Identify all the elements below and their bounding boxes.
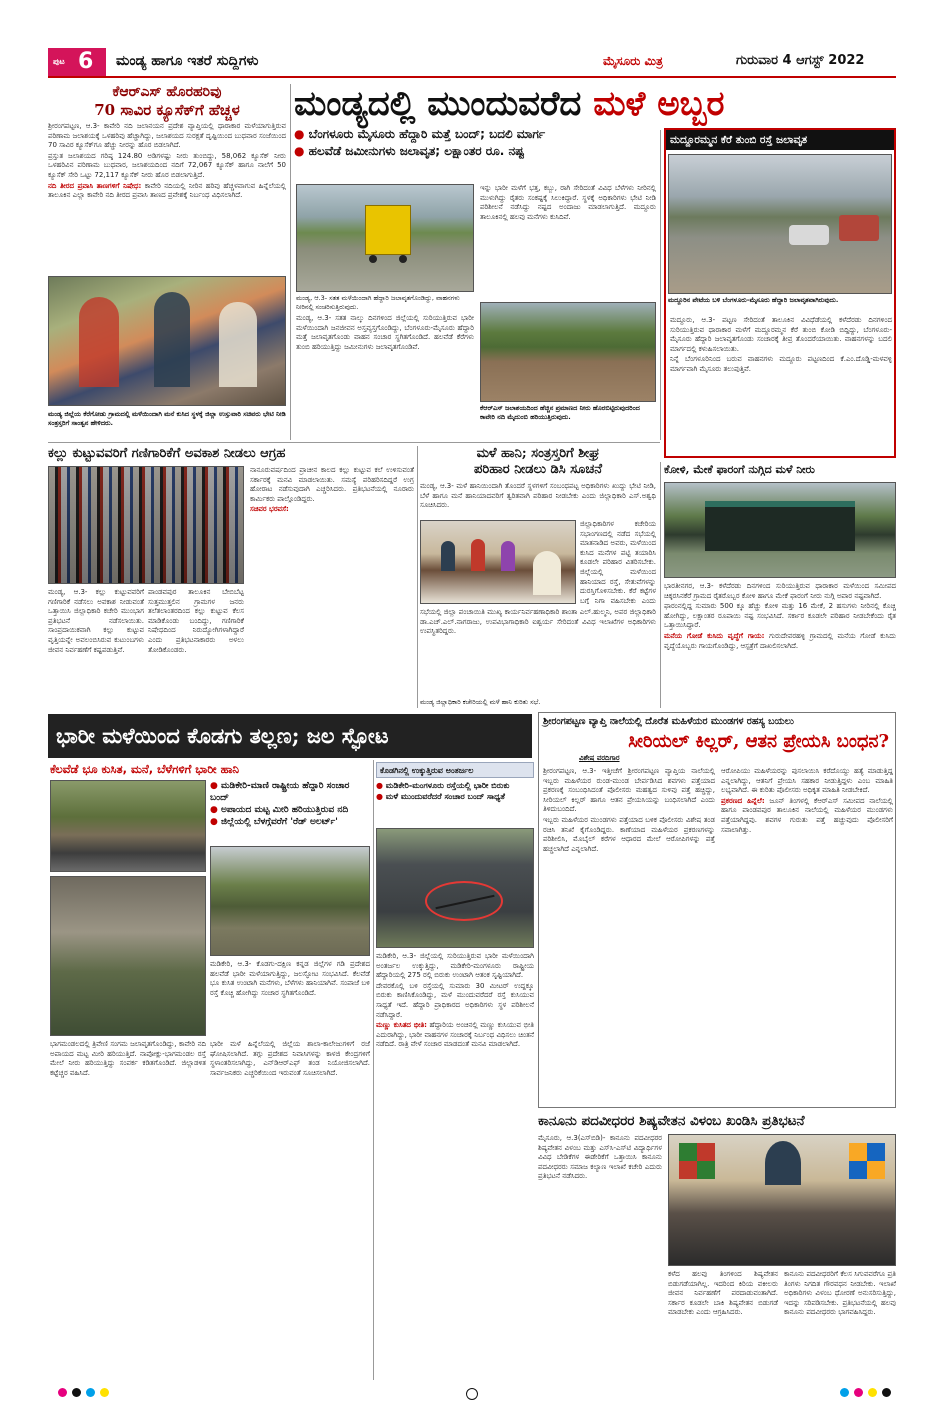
serial-col-2: ಆರೋಪಿಯು ಮಹಿಳೆಯರನ್ನು ಪುಸಲಾಯಿಸಿ ಕರೆದೊಯ್ದು ಹತ್ಯೆ ಮಾಡುತ್ತಿದ್ದ ಎನ್ನಲಾಗಿದ್ದು, ಆತನಿಗೆ ಪ್ರೇಯಸಿ ಸಹಕಾರ ನೀಡುತ್ತಿದ್ದಳು ಎಂಬ ಮಾಹಿತಿ ಲಭ್ಯವಾಗಿದೆ. ಈ ಕುರಿತು ಪೊಲೀಸರು ಅಧಿಕೃತ ಮಾಹಿತಿ ನೀಡಬೇಕಿದೆ. ಪ್ರಕರಣದ ಹಿನ್ನೆಲೆ: ಜೂನ್ ತಿಂಗಳಲ್ಲಿ ಕೆಆರ್‌ಎಸ್ ಸಮೀಪದ ನಾಲೆಯಲ್ಲಿ ಹಾಗೂ ಪಾಂಡವಪುರ ತಾಲೂಕಿನ ನಾಲೆಯಲ್ಲಿ ಮಹಿಳೆಯರ ಮುಂಡಗಳು ಪತ್ತೆಯಾಗಿದ್ದವು. ಶವಗಳ ಗುರುತು ಪತ್ತೆ ಹಚ್ಚುವುದು ಪೊಲೀಸರಿಗೆ ಸವಾಲಾಗಿತ್ತು.: [721, 767, 893, 834]
law-story: [538, 1112, 896, 1382]
kodagu-subhead: ಕೆಲವೆಡೆ ಭೂ ಕುಸಿತ, ಮನೆ, ಬೆಳೆಗಳಿಗೆ ಭಾರೀ ಹಾನಿ: [50, 762, 240, 776]
quarry-body-2: ಪಾಂಡವಪುರ ತಾಲೂಕಿನ ಬೇಬಿಬೆಟ್ಟ ಸುತ್ತಮುತ್ತಲಿನ ಗ್ರಾಮಗಳ ಜನರು ತಲೆತಲಾಂತರದಿಂದ ಕಲ್ಲು ಕುಟ್ಟುವ ಕೆಲಸ ಮಾಡಿಕೊಂಡು ಬಂದಿದ್ದು, ಗಣಿಗಾರಿಕೆ ನಿಷೇಧದಿಂದ ನಿರುದ್ಯೋಗಿಗಳಾಗಿದ್ದಾರೆ ಎಂದು ಪ್ರತಿಭಟನಾಕಾರರು ಅಳಲು ತೋಡಿಕೊಂಡರು.: [148, 588, 244, 654]
paper-name: ಮೈಸೂರು ಮಿತ್ರ: [603, 54, 663, 68]
lead-headline-red: ಮಳೆ ಅಬ್ಬರ: [593, 84, 725, 124]
serial-byline: ವಿಶೇಷ ವರದಿಗಾರ: [579, 754, 620, 762]
registration-mark-magenta: [58, 1388, 67, 1397]
poultry-subhead: ಮನೆಯ ಗೋಡೆ ಕುಸಿದು ವೃದ್ಧೆಗೆ ಗಾಯ:: [664, 631, 765, 640]
lead-body-right: ಇನ್ನು ಭಾರೀ ಮಳೆಗೆ ಭತ್ತ, ಕಬ್ಬು, ರಾಗಿ ಸೇರಿದಂತೆ ವಿವಿಧ ಬೆಳೆಗಳು ನೀರಿನಲ್ಲಿ ಮುಳುಗಿದ್ದು ರೈತರು ಸಂಕಷ್ಟಕ್ಕೆ ಸಿಲುಕಿದ್ದಾರೆ. ಸ್ಥಳಕ್ಕೆ ಅಧಿಕಾರಿಗಳು ಭೇಟಿ ನೀಡಿ ಪರಿಶೀಲನೆ ನಡೆಸಿದ್ದು ನಷ್ಟದ ಅಂದಾಜು ಮಾಡಲಾಗುತ್ತಿದೆ. ಮದ್ದೂರು ತಾಲೂಕಿನಲ್ಲಿ ಹಲವು ಮನೆಗಳು ಕುಸಿದಿವೆ.: [480, 184, 656, 221]
lead-bullet-1: ● ಬೆಂಗಳೂರು ಮೈಸೂರು ಹೆದ್ದಾರಿ ಮತ್ತೆ ಬಂದ್; ಬದಲಿ ಮಾರ್ಗ: [294, 127, 546, 141]
cracks-subhead: ಮಣ್ಣು ಕುಸಿತದ ಭೀತಿ:: [376, 1021, 427, 1030]
page-number-tab: [48, 48, 106, 76]
serial-subhead: ಪ್ರಕರಣದ ಹಿನ್ನೆಲೆ:: [721, 796, 765, 805]
registration-mark-cyan-right: [840, 1388, 849, 1397]
law-protest-photo: [668, 1134, 896, 1266]
section-title: ಮಂಡ್ಯ ಹಾಗೂ ಇತರೆ ಸುದ್ದಿಗಳು: [116, 53, 259, 69]
lead-photo-highway-caption: ಮಂಡ್ಯ, ಆ.3- ಸತತ ಮಳೆಯಿಂದಾಗಿ ಹೆದ್ದಾರಿ ಜಲಾವೃತಗೊಂಡಿದ್ದು, ವಾಹನಗಳು ನೀರಿನಲ್ಲಿ ಸಂಚರಿಸುತ್ತಿರುವುದು.: [296, 294, 460, 311]
registration-mark-magenta-right: [854, 1388, 863, 1397]
dc-meeting-photo: [420, 520, 576, 604]
krs-para-3: ಕಾವೇರಿ ನದಿಯಲ್ಲಿ ನೀರಿನ ಹರಿವು ಹೆಚ್ಚಳವಾಗುವ ಹಿನ್ನೆಲೆಯಲ್ಲಿ ತಾಲೂಕಿನ ಎಲ್ಲಾ ಕಾವೇರಿ ನದಿ ತೀರದ ಪ್ರವಾಸಿ ತಾಣದ ಪ್ರವೇಶಕ್ಕೆ ನಿರ್ಬಂಧ ವಿಧಿಸಲಾಗಿದೆ.: [48, 181, 286, 200]
kodagu-body-2: ಭಾಗಮಂಡಲದಲ್ಲಿ ತ್ರಿವೇಣಿ ಸಂಗಮ ಜಲಾವೃತಗೊಂಡಿದ್ದು, ಕಾವೇರಿ ನದಿ ಅಪಾಯದ ಮಟ್ಟ ಮೀರಿ ಹರಿಯುತ್ತಿದೆ. ನಾಪೋಕ್ಲು-ಭಾಗಮಂಡಲ ರಸ್ತೆ ಮೇಲೆ ನೀರು ಹರಿಯುತ್ತಿದ್ದು ಸಂಪರ್ಕ ಕಡಿತಗೊಂಡಿದೆ. ಜಿಲ್ಲಾಡಳಿತ ಕಟ್ಟೆಚ್ಚರ ವಹಿಸಿದೆ.: [50, 1040, 206, 1077]
page-label: ಪುಟ: [53, 57, 65, 66]
poultry-story: [664, 462, 896, 708]
cracks-bullet-1: ● ಮಡಿಕೇರಿ-ಮಂಗಳೂರು ರಸ್ತೆಯಲ್ಲಿ ಭಾರೀ ಬಿರುಕು: [376, 781, 510, 790]
registration-mark-yellow-right: [868, 1388, 877, 1397]
serial-headline: ಸೀರಿಯಲ್ ಕಿಲ್ಲರ್, ಆತನ ಪ್ರೇಯಸಿ ಬಂಧನ?: [628, 731, 889, 752]
maddur-body: ಮದ್ದೂರು, ಆ.3- ಪಟ್ಟಣ ಸೇರಿದಂತೆ ತಾಲೂಕಿನ ವಿವಿಧೆಡೆಯಲ್ಲಿ ಕಳೆದೆರಡು ದಿನಗಳಿಂದ ಸುರಿಯುತ್ತಿರುವ ಧಾರಾಕಾರ ಮಳೆಗೆ ಮದ್ದೂರಮ್ಮನ ಕೆರೆ ತುಂಬಿ ಕೋಡಿ ಬಿದ್ದಿದ್ದು, ಬೆಂಗಳೂರು-ಮೈಸೂರು ಹೆದ್ದಾರಿ ಜಲಾವೃತಗೊಂಡು ಸಂಚಾರಕ್ಕೆ ತೀವ್ರ ತೊಂದರೆಯಾಯಿತು. ವಾಹನಗಳನ್ನು ಬದಲಿ ಮಾರ್ಗದಲ್ಲಿ ಕಳುಹಿಸಲಾಯಿತು. ನಿನ್ನೆ ಬೆಂಗಳೂರಿನಿಂದ ಬರುವ ವಾಹನಗಳು ಮದ್ದೂರು ಪಟ್ಟಣದಿಂದ ಕೆ.ಎಂ.ದೊಡ್ಡಿ-ಮಳವಳ್ಳಿ ಮಾರ್ಗವಾಗಿ ಮೈಸೂರು ತಲುಪುತ್ತಿವೆ.: [670, 316, 892, 373]
krs-story: [48, 84, 286, 436]
lead-photo-river-caption: ಕೆಆರ್‌ಎಸ್ ಜಲಾಶಯದಿಂದ ಹೆಚ್ಚಿನ ಪ್ರಮಾಣದ ನೀರು ಹೊರಬಿಟ್ಟಿರುವುದರಿಂದ ಕಾವೇರಿ ನದಿ ಮೈದುಂಬಿ ಹರಿಯುತ್ತಿರುವುದು.: [480, 404, 640, 421]
kodagu-photo-field: [210, 846, 370, 956]
quarry-photo: [48, 466, 244, 584]
lead-body-left: ಮಂಡ್ಯ, ಆ.3- ಸತತ ನಾಲ್ಕು ದಿನಗಳಿಂದ ಜಿಲ್ಲೆಯಲ್ಲಿ ಸುರಿಯುತ್ತಿರುವ ಭಾರೀ ಮಳೆಯಿಂದಾಗಿ ಜನಜೀವನ ಅಸ್ತವ್ಯಸ್ತಗೊಂಡಿದ್ದು, ಬೆಂಗಳೂರು-ಮೈಸೂರು ಹೆದ್ದಾರಿ ಮತ್ತೆ ಜಲಾವೃತಗೊಂಡು ವಾಹನ ಸಂಚಾರ ಸ್ಥಗಿತಗೊಂಡಿದೆ. ಹಲವೆಡೆ ಕೆರೆಗಳು ತುಂಬಿ ಹರಿಯುತ್ತಿದ್ದು ಜಮೀನುಗಳು ಜಲಾವೃತಗೊಂಡಿವೆ.: [296, 314, 474, 351]
lead-photo-highway: [296, 184, 474, 292]
maddur-title-bar: [666, 130, 894, 150]
kodagu-bullets: [210, 780, 370, 842]
dc-headline-1: ಮಳೆ ಹಾನಿ; ಸಂತ್ರಸ್ತರಿಗೆ ಶೀಘ್ರ: [476, 446, 600, 461]
maddur-story: [664, 128, 896, 458]
cracks-story: [376, 762, 534, 1382]
quarry-headline: ಕಲ್ಲು ಕುಟ್ಟುವವರಿಗೆ ಗಣಿಗಾರಿಕೆಗೆ ಅವಕಾಶ ನೀಡಲು ಆಗ್ರಹ: [48, 446, 286, 461]
kodagu-headline-box: [48, 714, 532, 758]
registration-mark-yellow: [100, 1388, 109, 1397]
cracks-bullet-2: ● ಮಳೆ ಮುಂದುವರೆದರೆ ಸಂಚಾರ ಬಂದ್ ಸಾಧ್ಯತೆ: [376, 792, 505, 801]
poultry-headline: ಕೋಳಿ, ಮೇಕೆ ಫಾರಂಗೆ ನುಗ್ಗಿದ ಮಳೆ ನೀರು: [664, 463, 815, 476]
page-header: [48, 48, 896, 78]
krs-headline-1: ಕೆಆರ್‌ಎಸ್ ಹೊರಹರಿವು: [112, 84, 222, 100]
quarry-story: [48, 446, 414, 708]
dc-body-1: ಮಂಡ್ಯ, ಆ.3- ಮಳೆ ಹಾನಿಯಿಂದಾಗಿ ತೊಂದರೆ ಸ್ಥಳಗಳಿಗೆ ಸಂಬಂಧಪಟ್ಟ ಅಧಿಕಾರಿಗಳು ಖುದ್ದು ಭೇಟಿ ನೀಡಿ, ಬೆಳೆ ಹಾಗೂ ಮನೆ ಹಾನಿಯಾದವರಿಗೆ ತ್ವರಿತವಾಗಿ ಪರಿಹಾರ ನೀಡಬೇಕು ಎಂದು ಜಿಲ್ಲಾಧಿಕಾರಿ ಎಸ್.ಅಶ್ವಥಿ ಸೂಚಿಸಿದರು.: [420, 482, 656, 510]
poultry-body: ಭಾರತೀನಗರ, ಆ.3- ಕಳೆದೆರಡು ದಿನಗಳಿಂದ ಸುರಿಯುತ್ತಿರುವ ಧಾರಾಕಾರ ಮಳೆಯಿಂದ ಸಮೀಪದ ಚಿಕ್ಕರಸಿನಕೆರೆ ಗ್ರಾಮದ ರೈತರೊಬ್ಬರ ಕೋಳಿ ಹಾಗೂ ಮೇಕೆ ಫಾರಂಗೆ ನೀರು ನುಗ್ಗಿ ಅಪಾರ ನಷ್ಟವಾಗಿದೆ. ಫಾರಂನಲ್ಲಿದ್ದ ಸುಮಾರು 500 ಕ್ಕೂ ಹೆಚ್ಚು ಕೋಳಿ ಮತ್ತು 16 ಮೇಕೆ, 2 ಹಸುಗಳು ನೀರಿನಲ್ಲಿ ಕೊಚ್ಚಿ ಹೋಗಿದ್ದು, ಲಕ್ಷಾಂತರ ರೂಪಾಯಿ ನಷ್ಟ ಸಂಭವಿಸಿದೆ. ಸರ್ಕಾರ ಕೂಡಲೇ ಪರಿಹಾರ ನೀಡಬೇಕೆಂದು ರೈತ ಒತ್ತಾಯಿಸಿದ್ದಾರೆ. ಮನೆಯ ಗೋಡೆ ಕುಸಿದು ವೃದ್ಧೆಗೆ ಗಾಯ: ಗುರುದೇವರಹಳ್ಳಿ ಗ್ರಾಮದಲ್ಲಿ ಮನೆಯ ಗೋಡೆ ಕುಸಿದು ವೃದ್ಧೆಯೊಬ್ಬರು ಗಾಯಗೊಂಡಿದ್ದು, ಆಸ್ಪತ್ರೆಗೆ ದಾಖಲಿಸಲಾಗಿದೆ.: [664, 582, 896, 650]
lead-headline-black: ಮಂಡ್ಯದಲ್ಲಿ ಮುಂದುವರೆದ: [294, 84, 582, 124]
serial-story: [538, 712, 896, 1108]
registration-mark-black: [72, 1388, 81, 1397]
cracks-body: ಮಡಿಕೇರಿ, ಆ.3- ಜಿಲ್ಲೆಯಲ್ಲಿ ಸುರಿಯುತ್ತಿರುವ ಭಾರೀ ಮಳೆಯಿಂದಾಗಿ ಅಂತರ್ಜಲ ಉಕ್ಕುತ್ತಿದ್ದು, ಮಡಿಕೇರಿ-ಮಂಗಳೂರು ರಾಷ್ಟ್ರೀಯ ಹೆದ್ದಾರಿಯಲ್ಲಿ 275 ರಲ್ಲಿ ಬಿರುಕು ಉಂಟಾಗಿ ಆತಂಕ ಸೃಷ್ಟಿಯಾಗಿದೆ. ದೇವರಕೊಲ್ಲಿ ಬಳಿ ರಸ್ತೆಯಲ್ಲಿ ಸುಮಾರು 30 ಮೀಟರ್ ಉದ್ದಕ್ಕೂ ಬಿರುಕು ಕಾಣಿಸಿಕೊಂಡಿದ್ದು, ಮಳೆ ಮುಂದುವರೆದರೆ ರಸ್ತೆ ಕುಸಿಯುವ ಸಾಧ್ಯತೆ ಇದೆ. ಹೆದ್ದಾರಿ ಪ್ರಾಧಿಕಾರದ ಅಧಿಕಾರಿಗಳು ಸ್ಥಳ ಪರಿಶೀಲನೆ ನಡೆಸಿದ್ದಾರೆ. ಮಣ್ಣು ಕುಸಿತದ ಭೀತಿ: ಹೆದ್ದಾರಿಯ ಅಂಚಿನಲ್ಲಿ ಮಣ್ಣು ಕುಸಿಯುವ ಭೀತಿ ಎದುರಾಗಿದ್ದು, ಭಾರೀ ವಾಹನಗಳ ಸಂಚಾರಕ್ಕೆ ನಿರ್ಬಂಧ ವಿಧಿಸಲು ಚಿಂತನೆ ನಡೆದಿದೆ. ರಾತ್ರಿ ವೇಳೆ ಸಂಚಾರ ಮಾಡದಂತೆ ಮನವಿ ಮಾಡಲಾಗಿದೆ.: [376, 952, 534, 1049]
dc-story: [420, 446, 656, 708]
lead-photo-river: [480, 302, 656, 402]
maddur-photo-caption: ಮದ್ದೂರಿನ ಪೇಟೆಯ ಬಳಿ ಬೆಂಗಳೂರು-ಮೈಸೂರು ಹೆದ್ದಾರಿ ಜಲಾವೃತವಾಗಿರುವುದು.: [668, 296, 839, 304]
registration-mark-center: [466, 1388, 478, 1400]
issue-date: ಗುರುವಾರ 4 ಆಗಸ್ಟ್ 2022: [736, 53, 865, 68]
lead-bullet-2: ● ಹಲವೆಡೆ ಜಮೀನುಗಳು ಜಲಾವೃತ; ಲಕ್ಷಾಂತರ ರೂ. ನಷ್ಟ: [294, 144, 525, 158]
kodagu-bullet-3: ● ಜಿಲ್ಲೆಯಲ್ಲಿ ಬೆಳಗ್ಗೆವರೆಗೆ 'ರೆಡ್ ಅಲರ್ಟ್': [210, 817, 338, 827]
kodagu-photo-landslide: [50, 780, 206, 872]
quarry-subhead: ಸಚಿವರ ಭರವಸೆ:: [250, 505, 289, 514]
law-body-3: ಕಾನೂನು ಪದವೀಧರರಿಗೆ ಕೆಲಸ ಸಿಗುವವರೆಗೂ ಪ್ರತಿ ತಿಂಗಳು ನಿಗದಿತ ಗೌರವಧನ ನೀಡಬೇಕು. ಇಲಾಖೆ ಅಧಿಕಾರಿಗಳು ವಿಳಂಬ ಧೋರಣೆ ಅನುಸರಿಸುತ್ತಿದ್ದು, ಇದನ್ನು ಸರಿಪಡಿಸಬೇಕು. ಪ್ರತಿಭಟನೆಯಲ್ಲಿ ಹಲವು ಕಾನೂನು ಪದವೀಧರರು ಭಾಗವಹಿಸಿದ್ದರು.: [784, 1270, 896, 1317]
kodagu-bullet-1: ● ಮಡಿಕೇರಿ-ಮಾಣಿ ರಾಷ್ಟ್ರೀಯ ಹೆದ್ದಾರಿ ಸಂಚಾರ ಬಂದ್: [210, 781, 350, 803]
quarry-body-3: ನಾನೂರುವರ್ಷದಿಂದ ಪ್ರಾಚೀನ ಕಾಲದ ಕಲ್ಲು ಕುಟ್ಟುವ ಕಲೆ ಉಳಿಸುವಂತೆ ಸರ್ಕಾರಕ್ಕೆ ಮನವಿ ಮಾಡಲಾಯಿತು. ಸಮಸ್ಯೆ ಪರಿಹರಿಸದಿದ್ದರೆ ಉಗ್ರ ಹೋರಾಟ ನಡೆಸುವುದಾಗಿ ಎಚ್ಚರಿಸಿದರು. ಪ್ರತಿಭಟನೆಯಲ್ಲಿ ನೂರಾರು ಕಾರ್ಮಿಕರು ಪಾಲ್ಗೊಂಡಿದ್ದರು. ಸಚಿವರ ಭರವಸೆ:: [250, 466, 414, 514]
kodagu-headline: ಭಾರೀ ಮಳೆಯಿಂದ ಕೊಡಗು ತಲ್ಲಣ; ಜಲ ಸ್ಫೋಟ: [56, 723, 389, 748]
serial-kicker: ಶ್ರೀರಂಗಪಟ್ಟಣ ವ್ಯಾಪ್ತಿ ನಾಲೆಯಲ್ಲಿ ದೊರೆತ ಮಹಿಳೆಯರ ಮುಂಡಗಳ ರಹಸ್ಯ ಬಯಲು: [543, 716, 794, 727]
kodagu-body-1: ಮಡಿಕೇರಿ, ಆ.3- ಕೊಡಗು-ದಕ್ಷಿಣ ಕನ್ನಡ ಜಿಲ್ಲೆಗಳ ಗಡಿ ಪ್ರದೇಶದ ಹಲವೆಡೆ ಭಾರೀ ಮಳೆಯಾಗುತ್ತಿದ್ದು, ಜಲಸ್ಫೋಟ ಸಂಭವಿಸಿದೆ. ಕೆಲವೆಡೆ ಭೂ ಕುಸಿತ ಉಂಟಾಗಿ ಮನೆಗಳು, ಬೆಳೆಗಳು ಹಾನಿಯಾಗಿವೆ. ಸಂಪಾಜೆ ಬಳಿ ರಸ್ತೆ ಕೊಚ್ಚಿ ಹೋಗಿದ್ದು ಸಂಚಾರ ಸ್ಥಗಿತಗೊಂಡಿದೆ.: [210, 960, 370, 997]
dc-body-3: ಸಭೆಯಲ್ಲಿ ಜಿಲ್ಲಾ ಪಂಚಾಯಿತಿ ಮುಖ್ಯ ಕಾರ್ಯನಿರ್ವಹಣಾಧಿಕಾರಿ ಶಾಂತಾ ಎಲ್.ಹುಲ್ಮನಿ, ಅಪರ ಜಿಲ್ಲಾಧಿಕಾರಿ ಡಾ.ಎಚ್.ಎಲ್.ನಾಗರಾಜು, ಉಪವಿಭಾಗಾಧಿಕಾರಿ ಐಶ್ವರ್ಯ ಸೇರಿದಂತೆ ವಿವಿಧ ಇಲಾಖೆಗಳ ಅಧಿಕಾರಿಗಳು ಉಪಸ್ಥಿತರಿದ್ದರು.: [420, 608, 656, 636]
kodagu-bullet-2: ● ಅಪಾಯದ ಮಟ್ಟ ಮೀರಿ ಹರಿಯುತ್ತಿರುವ ನದಿ: [210, 805, 349, 815]
maddur-photo: [668, 154, 892, 294]
krs-photo-caption: ಮಂಡ್ಯ ಜಿಲ್ಲೆಯ ಕೆರೆಗೋಡು ಗ್ರಾಮದಲ್ಲಿ ಮಳೆಯಿಂದಾಗಿ ಮನೆ ಕುಸಿದ ಸ್ಥಳಕ್ಕೆ ಜಿಲ್ಲಾ ಉಸ್ತುವಾರಿ ಸಚಿವರು ಭೇಟಿ ನೀಡಿ ಸಂತ್ರಸ್ತರಿಗೆ ಸಾಂತ್ವನ ಹೇಳಿದರು.: [48, 410, 286, 427]
krs-photo: [48, 276, 286, 406]
cracks-road-photo: [376, 828, 534, 948]
law-headline: ಕಾನೂನು ಪದವೀಧರರ ಶಿಷ್ಯವೇತನ ವಿಳಂಬ ಖಂಡಿಸಿ ಪ್ರತಿಭಟನೆ: [538, 1113, 805, 1129]
cracks-title: ಕೊಡಗಿನಲ್ಲಿ ಉಕ್ಕುತ್ತಿರುವ ಅಂತರ್ಜಲ: [380, 766, 474, 775]
lead-headline: [294, 84, 894, 124]
poultry-photo: [664, 482, 896, 578]
law-body-1: ಮೈಸೂರು, ಆ.3(ಎಸ್‌ಬಿಡಿ)- ಕಾನೂನು ಪದವೀಧರರ ಶಿಷ್ಯವೇತನ ವಿಳಂಬ ಮತ್ತು ಎಸ್‌ಸಿ-ಎಸ್‌ಟಿ ವಿದ್ಯಾರ್ಥಿಗಳ ವಿವಿಧ ಬೇಡಿಕೆಗಳ ಈಡೇರಿಕೆಗೆ ಒತ್ತಾಯಿಸಿ ಕಾನೂನು ಪದವೀಧರರು ಸಮಾಜ ಕಲ್ಯಾಣ ಇಲಾಖೆ ಕಚೇರಿ ಎದುರು ಪ್ರತಿಭಟನೆ ನಡೆಸಿದರು.: [538, 1134, 662, 1181]
dc-body-2: ಜಿಲ್ಲಾಧಿಕಾರಿಗಳ ಕಚೇರಿಯ ಸಭಾಂಗಣದಲ್ಲಿ ನಡೆದ ಸಭೆಯಲ್ಲಿ ಮಾತನಾಡಿದ ಅವರು, ಮಳೆಯಿಂದ ಕುಸಿದ ಮನೆಗಳ ಪಟ್ಟಿ ತಯಾರಿಸಿ ಕೂಡಲೇ ಪರಿಹಾರ ವಿತರಿಸಬೇಕು. ಜಿಲ್ಲೆಯಲ್ಲಿ ಮಳೆಯಿಂದ ಹಾನಿಯಾದ ರಸ್ತೆ, ಸೇತುವೆಗಳನ್ನು ದುರಸ್ತಿಗೊಳಿಸಬೇಕು. ಕೆರೆ ಕಟ್ಟೆಗಳ ಬಗ್ಗೆ ನಿಗಾ ವಹಿಸಬೇಕು ಎಂದು: [580, 520, 656, 604]
registration-mark-black-right: [882, 1388, 891, 1397]
dc-photo-caption: ಮಂಡ್ಯ ಜಿಲ್ಲಾಧಿಕಾರಿ ಕಚೇರಿಯಲ್ಲಿ ಮಳೆ ಹಾನಿ ಕುರಿತು ಸಭೆ.: [420, 698, 541, 706]
dc-headline-2: ಪರಿಹಾರ ನೀಡಲು ಡಿಸಿ ಸೂಚನೆ: [474, 462, 602, 477]
krs-para-2: ಪ್ರಸ್ತುತ ಜಲಾಶಯದ ಗರಿಷ್ಠ 124.80 ಅಡಿಗಳಷ್ಟು ನೀರು ತುಂಬಿದ್ದು, 58,062 ಕ್ಯೂಸೆಕ್ ನೀರು ಒಳಹರಿವಿನ ಪರಿಣಾಮ ಬುಧವಾರ, ಜಲಾಶಯದಿಂದ ನದಿಗೆ 72,067 ಕ್ಯೂಸೆಕ್ ಹಾಗೂ ನಾಲೆಗೆ 50 ಕ್ಯೂಸೆಕ್ ಸೇರಿ ಒಟ್ಟು 72,117 ಕ್ಯೂಸೆಕ್ ನೀರು ಹೊರ ಬಿಡಲಾಗುತ್ತಿದೆ.: [48, 151, 286, 179]
law-body-2: ಕಳೆದ ಹಲವು ತಿಂಗಳಿಂದ ಶಿಷ್ಯವೇತನ ಬಿಡುಗಡೆಯಾಗಿಲ್ಲ. ಇದರಿಂದ ಕಿರಿಯ ವಕೀಲರು ಜೀವನ ನಿರ್ವಹಣೆಗೆ ಪರದಾಡುವಂತಾಗಿದೆ. ಸರ್ಕಾರ ಕೂಡಲೇ ಬಾಕಿ ಶಿಷ್ಯವೇತನ ಬಿಡುಗಡೆ ಮಾಡಬೇಕು ಎಂದು ಆಗ್ರಹಿಸಿದರು.: [668, 1270, 778, 1317]
krs-subhead: ನದಿ ತೀರದ ಪ್ರವಾಸಿ ತಾಣಗಳಿಗೆ ನಿಷೇಧ:: [48, 181, 142, 190]
serial-col-1: ಶ್ರೀರಂಗಪಟ್ಟಣ, ಆ.3- ಇತ್ತೀಚೆಗೆ ಶ್ರೀರಂಗಪಟ್ಟಣ ವ್ಯಾಪ್ತಿಯ ನಾಲೆಯಲ್ಲಿ ಇಬ್ಬರು ಮಹಿಳೆಯರ ರುಂಡ-ಮುಂಡ ಬೇರ್ಪಡಿಸಿದ ಶವಗಳು ಪತ್ತೆಯಾದ ಪ್ರಕರಣಕ್ಕೆ ಸಂಬಂಧಿಸಿದಂತೆ ಪೊಲೀಸರು ಮಹತ್ವದ ಸುಳಿವು ಪತ್ತೆ ಹಚ್ಚಿದ್ದು, ಸೀರಿಯಲ್ ಕಿಲ್ಲರ್ ಹಾಗೂ ಆತನ ಪ್ರೇಯಸಿಯನ್ನು ಬಂಧಿಸಲಾಗಿದೆ ಎಂದು ತಿಳಿದುಬಂದಿದೆ. ಇಬ್ಬರು ಮಹಿಳೆಯರ ಮುಂಡಗಳು ಪತ್ತೆಯಾದ ಬಳಿಕ ಪೊಲೀಸರು ವಿಶೇಷ ತಂಡ ರಚಿಸಿ ತನಿಖೆ ಕೈಗೊಂಡಿದ್ದರು. ಕಾಣೆಯಾದ ಮಹಿಳೆಯರ ಪ್ರಕರಣಗಳನ್ನು ಪರಿಶೀಲಿಸಿ, ಮೊಬೈಲ್ ಕರೆಗಳ ಆಧಾರದ ಮೇಲೆ ಆರೋಪಿಗಳನ್ನು ಪತ್ತೆ ಹಚ್ಚಲಾಗಿದೆ ಎನ್ನಲಾಗಿದೆ.: [543, 767, 715, 853]
krs-headline-2: 70 ಸಾವಿರ ಕ್ಯೂಸೆಕ್‌ಗೆ ಹೆಚ್ಚಳ: [94, 101, 240, 119]
page-number: 6: [78, 49, 94, 74]
krs-para-1: ಶ್ರೀರಂಗಪಟ್ಟಣ, ಆ.3- ಕಾವೇರಿ ನದಿ ಜಲಾನಯನ ಪ್ರದೇಶ ವ್ಯಾಪ್ತಿಯಲ್ಲಿ ಧಾರಾಕಾರ ಮಳೆಯಾಗುತ್ತಿರುವ ಪರಿಣಾಮ ಜಲಾಶಯಕ್ಕೆ ಒಳಹರಿವು ಹೆಚ್ಚಾಗಿದ್ದು, ಜಲಾಶಯದ ಸುರಕ್ಷತೆ ದೃಷ್ಟಿಯಿಂದ ಬುಧವಾರ ಸಂಜೆಯಿಂದ 70 ಸಾವಿರ ಕ್ಯೂಸೆಕ್‌ಗೂ ಹೆಚ್ಚು ನೀರನ್ನು ಹೊರ ಬಿಡಲಾಗಿದೆ.: [48, 122, 286, 150]
kodagu-photo-house: [50, 876, 206, 1036]
krs-body: [48, 122, 286, 268]
kodagu-body-3: ಭಾರೀ ಮಳೆ ಹಿನ್ನೆಲೆಯಲ್ಲಿ ಜಿಲ್ಲೆಯ ಶಾಲಾ-ಕಾಲೇಜುಗಳಿಗೆ ರಜೆ ಘೋಷಿಸಲಾಗಿದೆ. ತಗ್ಗು ಪ್ರದೇಶದ ನಿವಾಸಿಗಳನ್ನು ಕಾಳಜಿ ಕೇಂದ್ರಗಳಿಗೆ ಸ್ಥಳಾಂತರಿಸಲಾಗಿದ್ದು, ಎನ್‌ಡಿಆರ್‌ಎಫ್ ತಂಡ ನಿಯೋಜಿಸಲಾಗಿದೆ. ಸಾರ್ವಜನಿಕರು ಎಚ್ಚರಿಕೆಯಿಂದ ಇರುವಂತೆ ಸೂಚಿಸಲಾಗಿದೆ.: [210, 1040, 370, 1077]
quarry-body-1: ಮಂಡ್ಯ, ಆ.3- ಕಲ್ಲು ಕುಟ್ಟುವವರಿಗೆ ಗಣಿಗಾರಿಕೆ ನಡೆಸಲು ಅವಕಾಶ ನೀಡುವಂತೆ ಒತ್ತಾಯಿಸಿ ಜಿಲ್ಲಾಧಿಕಾರಿ ಕಚೇರಿ ಮುಂಭಾಗ ಪ್ರತಿಭಟನೆ ನಡೆಸಲಾಯಿತು. ಸಾಂಪ್ರದಾಯಿಕವಾಗಿ ಕಲ್ಲು ಕುಟ್ಟುವ ವೃತ್ತಿಯನ್ನೇ ಅವಲಂಬಿಸಿರುವ ಕುಟುಂಬಗಳು ಜೀವನ ನಿರ್ವಹಣೆಗೆ ಕಷ್ಟಪಡುತ್ತಿವೆ.: [48, 588, 144, 654]
registration-mark-cyan: [86, 1388, 95, 1397]
cracks-title-bar: [376, 762, 534, 778]
maddur-title: ಮದ್ದೂರಮ್ಮನ ಕೆರೆ ತುಂಬಿ ರಸ್ತೆ ಜಲಾವೃತ: [670, 134, 808, 146]
